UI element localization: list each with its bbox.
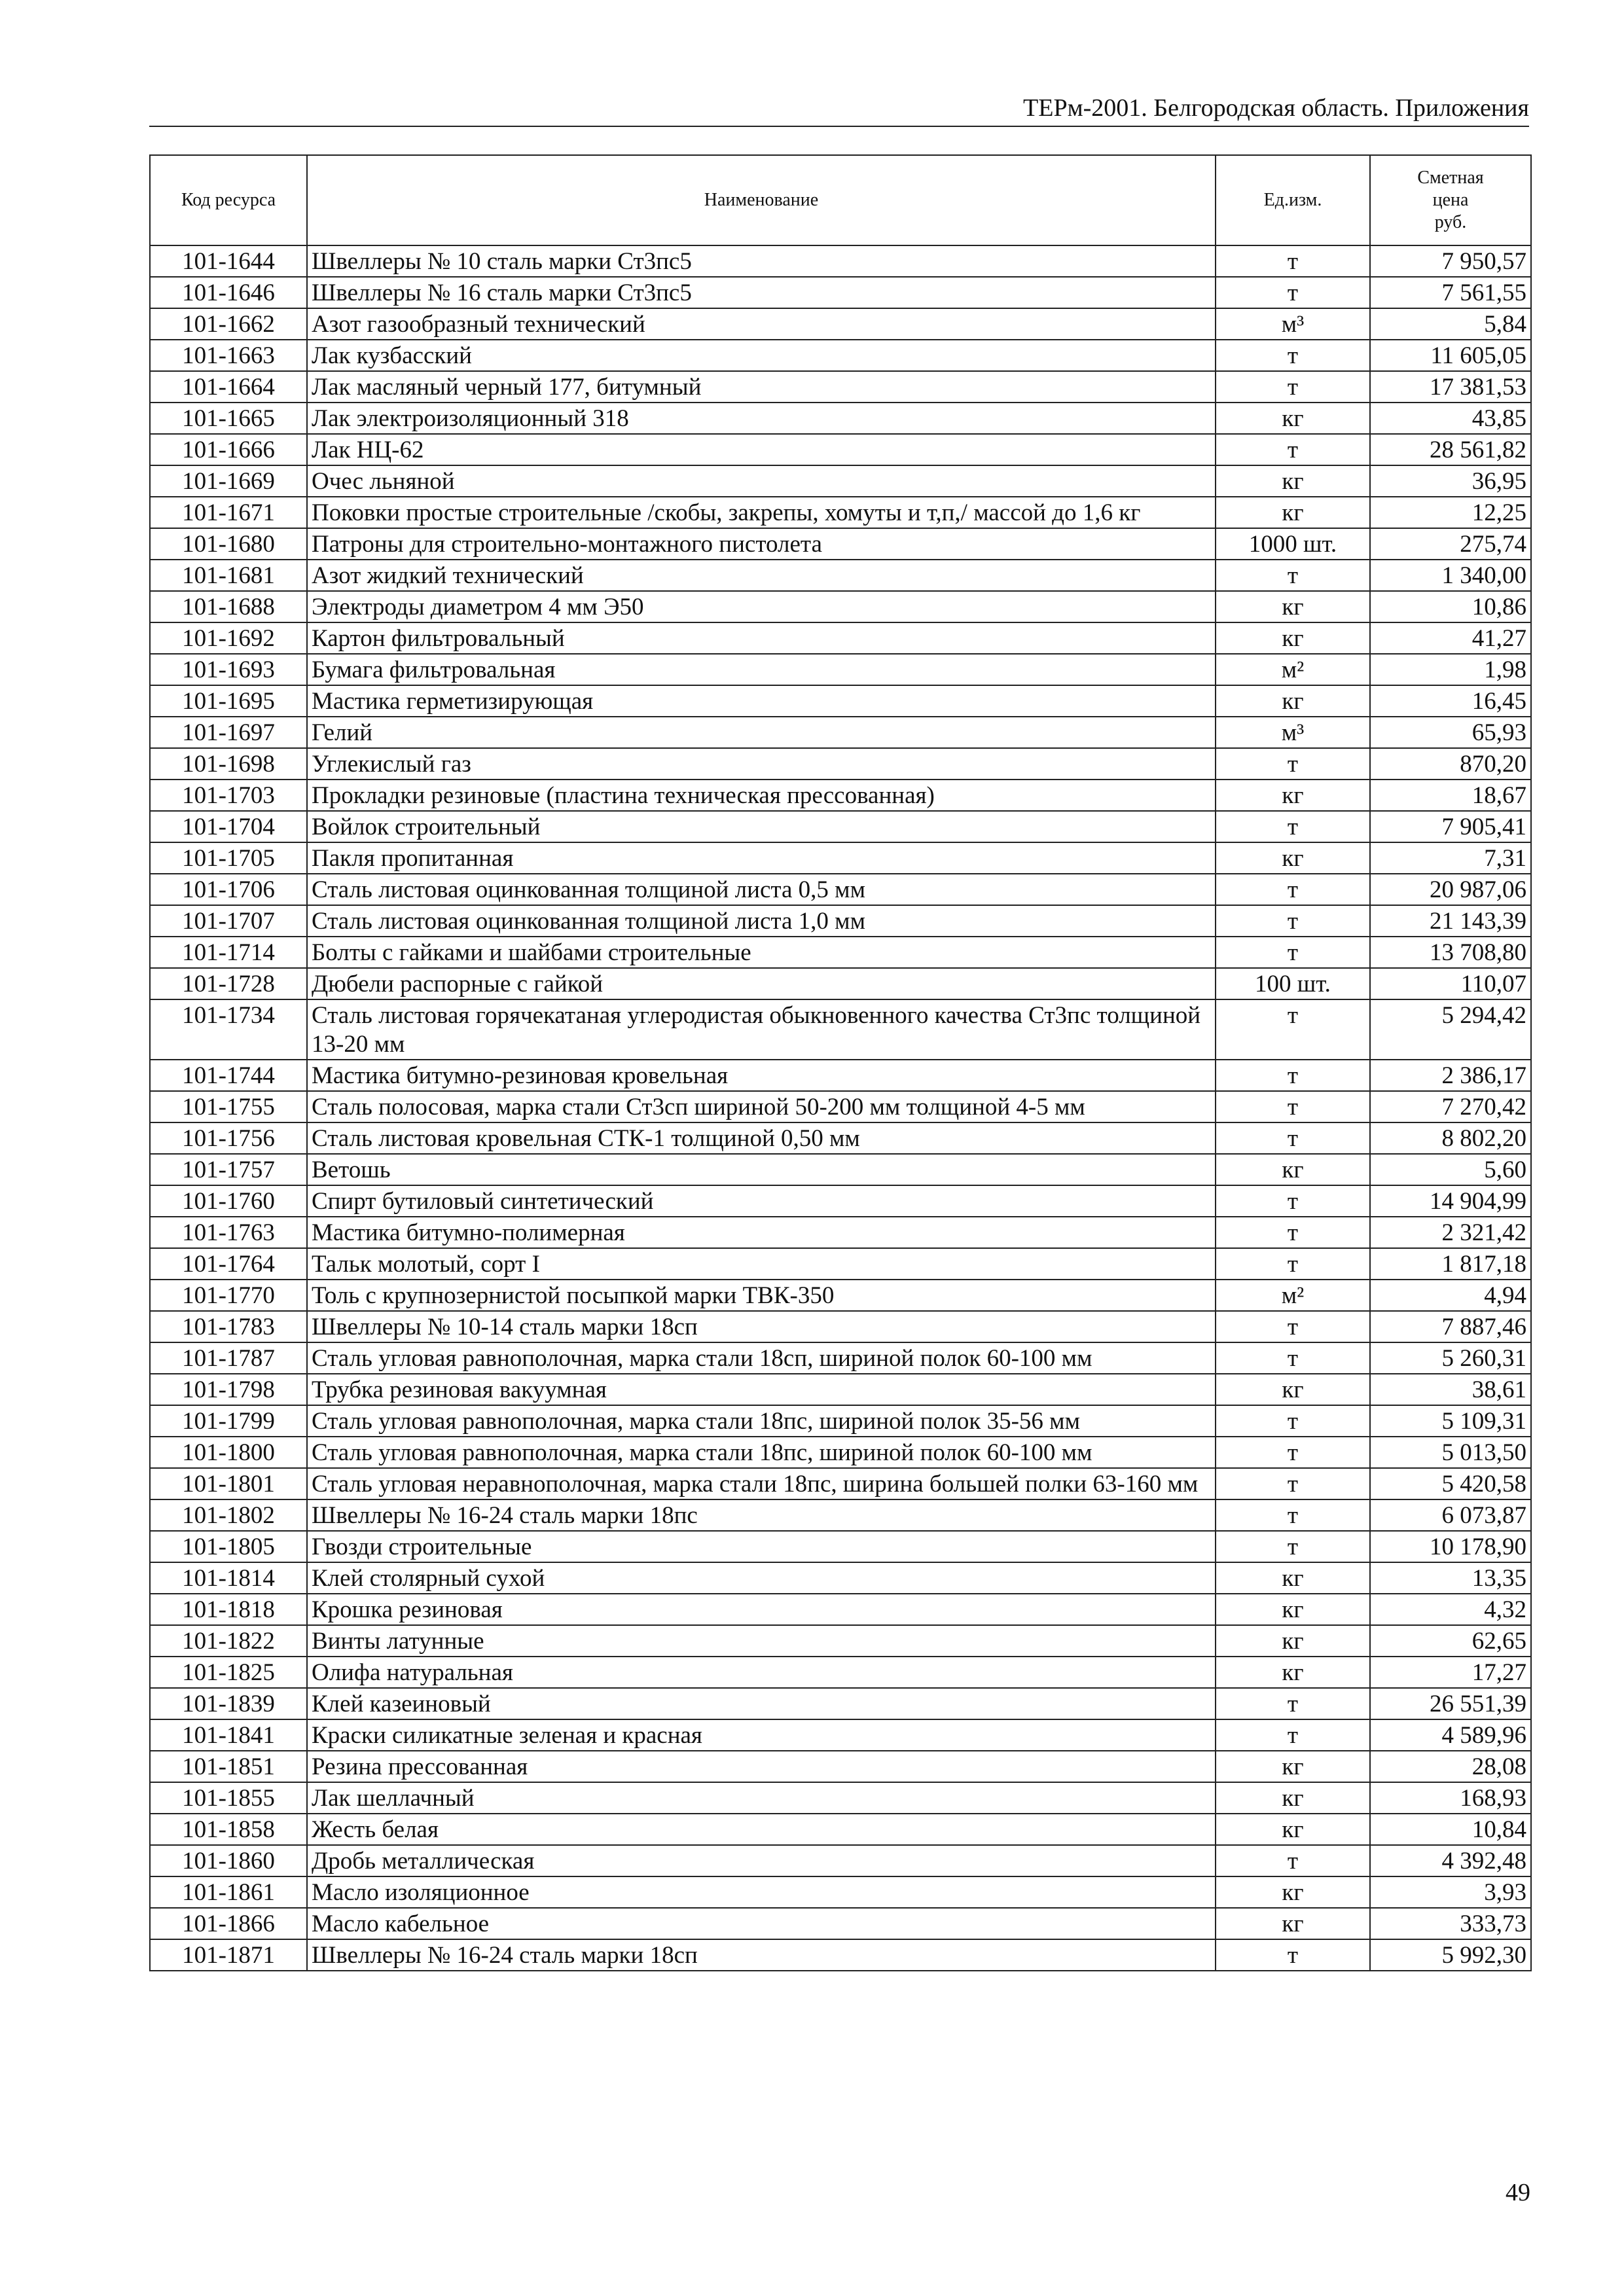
unit-cell: т — [1216, 277, 1370, 308]
table-row — [150, 1499, 1531, 1531]
table-row — [150, 874, 1531, 905]
price-cell: 26 551,39 — [1370, 1688, 1531, 1719]
unit-cell: т — [1216, 560, 1370, 591]
resource-code-cell: 101-1714 — [150, 937, 307, 968]
price-cell: 3,93 — [1370, 1876, 1531, 1908]
table-row — [150, 1814, 1531, 1845]
table-row — [150, 340, 1531, 371]
unit-cell: м³ — [1216, 717, 1370, 748]
resource-code-cell: 101-1871 — [150, 1939, 307, 1971]
resource-code-cell: 101-1841 — [150, 1719, 307, 1751]
resource-code-cell: 101-1839 — [150, 1688, 307, 1719]
price-cell: 6 073,87 — [1370, 1499, 1531, 1531]
resource-name-cell: Сталь угловая неравнополочная, марка стали 18пс, ширина большей полки 63-160 мм — [307, 1468, 1216, 1499]
table-row — [150, 1374, 1531, 1405]
resource-name-cell: Мастика битумно-полимерная — [307, 1217, 1216, 1248]
table-row — [150, 1280, 1531, 1311]
table-row — [150, 1751, 1531, 1782]
resource-name-cell: Электроды диаметром 4 мм Э50 — [307, 591, 1216, 622]
resource-code-cell: 101-1756 — [150, 1122, 307, 1154]
table-row — [150, 591, 1531, 622]
unit-cell: т — [1216, 811, 1370, 842]
price-cell: 5 420,58 — [1370, 1468, 1531, 1499]
table-row — [150, 780, 1531, 811]
price-cell: 13,35 — [1370, 1562, 1531, 1594]
unit-cell: т — [1216, 1499, 1370, 1531]
unit-cell: кг — [1216, 1594, 1370, 1625]
price-cell: 7 905,41 — [1370, 811, 1531, 842]
resource-name-cell: Швеллеры № 16 сталь марки Ст3пс5 — [307, 277, 1216, 308]
table-row — [150, 999, 1531, 1060]
price-cell: 4,94 — [1370, 1280, 1531, 1311]
resource-code-cell: 101-1669 — [150, 465, 307, 497]
unit-cell: т — [1216, 1342, 1370, 1374]
resource-code-cell: 101-1866 — [150, 1908, 307, 1939]
price-cell: 7 561,55 — [1370, 277, 1531, 308]
unit-cell: т — [1216, 1719, 1370, 1751]
price-cell: 870,20 — [1370, 748, 1531, 780]
resource-code-cell: 101-1680 — [150, 528, 307, 560]
unit-cell: кг — [1216, 1876, 1370, 1908]
resource-name-cell: Лак шеллачный — [307, 1782, 1216, 1814]
resource-name-cell: Швеллеры № 10 сталь марки Ст3пс5 — [307, 245, 1216, 277]
table-row — [150, 1437, 1531, 1468]
resource-code-cell: 101-1705 — [150, 842, 307, 874]
price-cell: 7 950,57 — [1370, 245, 1531, 277]
resource-code-cell: 101-1666 — [150, 434, 307, 465]
table-row — [150, 560, 1531, 591]
unit-cell: м² — [1216, 1280, 1370, 1311]
price-cell: 11 605,05 — [1370, 340, 1531, 371]
resource-code-cell: 101-1663 — [150, 340, 307, 371]
resource-name-cell: Жесть белая — [307, 1814, 1216, 1845]
unit-cell: кг — [1216, 1625, 1370, 1657]
unit-cell: т — [1216, 1939, 1370, 1971]
unit-cell: м³ — [1216, 308, 1370, 340]
unit-cell: кг — [1216, 1374, 1370, 1405]
price-cell: 20 987,06 — [1370, 874, 1531, 905]
resource-code-cell: 101-1825 — [150, 1657, 307, 1688]
resource-name-cell: Трубка резиновая вакуумная — [307, 1374, 1216, 1405]
unit-cell: кг — [1216, 1782, 1370, 1814]
table-row — [150, 685, 1531, 717]
price-cell: 7 270,42 — [1370, 1091, 1531, 1122]
table-row — [150, 842, 1531, 874]
resource-name-cell: Болты с гайками и шайбами строительные — [307, 937, 1216, 968]
unit-cell: т — [1216, 1122, 1370, 1154]
table-row — [150, 811, 1531, 842]
resource-code-cell: 101-1855 — [150, 1782, 307, 1814]
unit-cell: кг — [1216, 622, 1370, 654]
resource-name-cell: Сталь листовая горячекатаная углеродистая обыкновенного качества Ст3пс толщиной 13-20 мм — [307, 999, 1216, 1060]
resource-code-cell: 101-1799 — [150, 1405, 307, 1437]
resource-name-cell: Лак электроизоляционный 318 — [307, 403, 1216, 434]
unit-cell: т — [1216, 245, 1370, 277]
unit-cell: т — [1216, 937, 1370, 968]
unit-cell: т — [1216, 1468, 1370, 1499]
unit-cell: кг — [1216, 403, 1370, 434]
resource-code-cell: 101-1734 — [150, 999, 307, 1060]
table-row — [150, 1185, 1531, 1217]
price-cell: 65,93 — [1370, 717, 1531, 748]
unit-cell: кг — [1216, 591, 1370, 622]
unit-cell: т — [1216, 999, 1370, 1060]
price-cell: 7,31 — [1370, 842, 1531, 874]
unit-cell: кг — [1216, 842, 1370, 874]
resource-code-cell: 101-1695 — [150, 685, 307, 717]
resource-name-cell: Тальк молотый, сорт I — [307, 1248, 1216, 1280]
resource-price-table — [149, 154, 1532, 1971]
price-cell: 12,25 — [1370, 497, 1531, 528]
unit-cell: т — [1216, 1311, 1370, 1342]
resource-name-cell: Масло кабельное — [307, 1908, 1216, 1939]
resource-code-cell: 101-1861 — [150, 1876, 307, 1908]
header-price-line-1: Сметная — [1417, 168, 1484, 188]
table-row — [150, 1217, 1531, 1248]
resource-name-cell: Олифа натуральная — [307, 1657, 1216, 1688]
unit-cell: т — [1216, 874, 1370, 905]
resource-name-cell: Резина прессованная — [307, 1751, 1216, 1782]
table-body — [150, 245, 1531, 1971]
resource-name-cell: Сталь угловая равнополочная, марка стали 18пс, шириной полок 60-100 мм — [307, 1437, 1216, 1468]
resource-name-cell: Пакля пропитанная — [307, 842, 1216, 874]
resource-name-cell: Швеллеры № 16-24 сталь марки 18сп — [307, 1939, 1216, 1971]
resource-name-cell: Поковки простые строительные /скобы, закрепы, хомуты и т,п,/ массой до 1,6 кг — [307, 497, 1216, 528]
price-cell: 1 340,00 — [1370, 560, 1531, 591]
table-row — [150, 1091, 1531, 1122]
resource-code-cell: 101-1662 — [150, 308, 307, 340]
resource-code-cell: 101-1728 — [150, 968, 307, 999]
resource-code-cell: 101-1814 — [150, 1562, 307, 1594]
table-row — [150, 277, 1531, 308]
resource-name-cell: Гелий — [307, 717, 1216, 748]
price-cell: 5,84 — [1370, 308, 1531, 340]
price-cell: 5 294,42 — [1370, 999, 1531, 1060]
price-cell: 5 260,31 — [1370, 1342, 1531, 1374]
price-cell: 18,67 — [1370, 780, 1531, 811]
unit-cell: т — [1216, 905, 1370, 937]
unit-cell: кг — [1216, 465, 1370, 497]
price-cell: 36,95 — [1370, 465, 1531, 497]
unit-cell: кг — [1216, 1908, 1370, 1939]
page-header — [149, 93, 1529, 127]
unit-cell: т — [1216, 1405, 1370, 1437]
resource-name-cell: Сталь листовая кровельная СТК-1 толщиной 0,50 мм — [307, 1122, 1216, 1154]
price-cell: 41,27 — [1370, 622, 1531, 654]
table-row — [150, 1405, 1531, 1437]
resource-name-cell: Лак НЦ-62 — [307, 434, 1216, 465]
table-row — [150, 1939, 1531, 1971]
resource-name-cell: Бумага фильтровальная — [307, 654, 1216, 685]
table-row — [150, 748, 1531, 780]
price-cell: 333,73 — [1370, 1908, 1531, 1939]
unit-cell: т — [1216, 1437, 1370, 1468]
price-cell: 17 381,53 — [1370, 371, 1531, 403]
resource-code-cell: 101-1692 — [150, 622, 307, 654]
resource-code-cell: 101-1757 — [150, 1154, 307, 1185]
price-cell: 21 143,39 — [1370, 905, 1531, 937]
table-row — [150, 1782, 1531, 1814]
resource-code-cell: 101-1800 — [150, 1437, 307, 1468]
table-row — [150, 308, 1531, 340]
resource-name-cell: Спирт бутиловый синтетический — [307, 1185, 1216, 1217]
resource-name-cell: Углекислый газ — [307, 748, 1216, 780]
resource-code-cell: 101-1787 — [150, 1342, 307, 1374]
unit-cell: т — [1216, 1845, 1370, 1876]
table-row — [150, 1248, 1531, 1280]
resource-name-cell: Клей столярный сухой — [307, 1562, 1216, 1594]
resource-name-cell: Дробь металлическая — [307, 1845, 1216, 1876]
price-cell: 2 321,42 — [1370, 1217, 1531, 1248]
price-cell: 110,07 — [1370, 968, 1531, 999]
resource-name-cell: Гвозди строительные — [307, 1531, 1216, 1562]
resource-code-cell: 101-1693 — [150, 654, 307, 685]
resource-name-cell: Винты латунные — [307, 1625, 1216, 1657]
unit-cell: кг — [1216, 1657, 1370, 1688]
resource-code-cell: 101-1858 — [150, 1814, 307, 1845]
resource-name-cell: Сталь полосовая, марка стали Ст3сп шириной 50-200 мм толщиной 4-5 мм — [307, 1091, 1216, 1122]
resource-code-cell: 101-1646 — [150, 277, 307, 308]
price-cell: 10,86 — [1370, 591, 1531, 622]
price-cell: 28 561,82 — [1370, 434, 1531, 465]
unit-cell: т — [1216, 371, 1370, 403]
table-row — [150, 1845, 1531, 1876]
header-price-line-2: цена — [1432, 190, 1469, 210]
unit-cell: т — [1216, 1185, 1370, 1217]
page-number: 49 — [1506, 2179, 1530, 2206]
unit-cell: кг — [1216, 780, 1370, 811]
table-row — [150, 497, 1531, 528]
table-row — [150, 465, 1531, 497]
price-cell: 4 589,96 — [1370, 1719, 1531, 1751]
price-cell: 5 013,50 — [1370, 1437, 1531, 1468]
resource-code-cell: 101-1764 — [150, 1248, 307, 1280]
resource-code-cell: 101-1664 — [150, 371, 307, 403]
header-unit: Ед.изм. — [1216, 155, 1370, 245]
resource-name-cell: Толь с крупнозернистой посыпкой марки ТВК-350 — [307, 1280, 1216, 1311]
price-cell: 5,60 — [1370, 1154, 1531, 1185]
table-row — [150, 1657, 1531, 1688]
table-row — [150, 1562, 1531, 1594]
table-row — [150, 1154, 1531, 1185]
price-cell: 1,98 — [1370, 654, 1531, 685]
resource-code-cell: 101-1802 — [150, 1499, 307, 1531]
price-cell: 62,65 — [1370, 1625, 1531, 1657]
price-cell: 168,93 — [1370, 1782, 1531, 1814]
unit-cell: т — [1216, 1531, 1370, 1562]
resource-code-cell: 101-1704 — [150, 811, 307, 842]
resource-name-cell: Очес льняной — [307, 465, 1216, 497]
unit-cell: т — [1216, 434, 1370, 465]
resource-code-cell: 101-1703 — [150, 780, 307, 811]
unit-cell: т — [1216, 1248, 1370, 1280]
price-cell: 10 178,90 — [1370, 1531, 1531, 1562]
resource-code-cell: 101-1763 — [150, 1217, 307, 1248]
resource-code-cell: 101-1697 — [150, 717, 307, 748]
unit-cell: т — [1216, 748, 1370, 780]
resource-name-cell: Лак кузбасский — [307, 340, 1216, 371]
price-cell: 5 109,31 — [1370, 1405, 1531, 1437]
resource-name-cell: Сталь листовая оцинкованная толщиной листа 1,0 мм — [307, 905, 1216, 937]
resource-name-cell: Масло изоляционное — [307, 1876, 1216, 1908]
table-row — [150, 1122, 1531, 1154]
price-cell: 8 802,20 — [1370, 1122, 1531, 1154]
resource-code-cell: 101-1644 — [150, 245, 307, 277]
resource-name-cell: Крошка резиновая — [307, 1594, 1216, 1625]
table-row — [150, 528, 1531, 560]
resource-name-cell: Швеллеры № 16-24 сталь марки 18пс — [307, 1499, 1216, 1531]
resource-name-cell: Сталь угловая равнополочная, марка стали 18пс, шириной полок 35-56 мм — [307, 1405, 1216, 1437]
resource-name-cell: Лак масляный черный 177, битумный — [307, 371, 1216, 403]
price-cell: 16,45 — [1370, 685, 1531, 717]
resource-name-cell: Сталь листовая оцинкованная толщиной листа 0,5 мм — [307, 874, 1216, 905]
resource-name-cell: Патроны для строительно-монтажного пистолета — [307, 528, 1216, 560]
resource-name-cell: Мастика битумно-резиновая кровельная — [307, 1060, 1216, 1091]
resource-code-cell: 101-1798 — [150, 1374, 307, 1405]
header-name: Наименование — [307, 155, 1216, 245]
resource-code-cell: 101-1671 — [150, 497, 307, 528]
resource-code-cell: 101-1783 — [150, 1311, 307, 1342]
unit-cell: т — [1216, 340, 1370, 371]
resource-code-cell: 101-1851 — [150, 1751, 307, 1782]
resource-code-cell: 101-1706 — [150, 874, 307, 905]
table-row — [150, 622, 1531, 654]
table-row — [150, 1060, 1531, 1091]
unit-cell: т — [1216, 1217, 1370, 1248]
resource-name-cell: Швеллеры № 10-14 сталь марки 18сп — [307, 1311, 1216, 1342]
unit-cell: т — [1216, 1060, 1370, 1091]
resource-name-cell: Сталь угловая равнополочная, марка стали 18сп, шириной полок 60-100 мм — [307, 1342, 1216, 1374]
table-row — [150, 1468, 1531, 1499]
table-row — [150, 968, 1531, 999]
table-row — [150, 1688, 1531, 1719]
table-row — [150, 1876, 1531, 1908]
table-row — [150, 717, 1531, 748]
price-cell: 17,27 — [1370, 1657, 1531, 1688]
resource-name-cell: Прокладки резиновые (пластина техническая прессованная) — [307, 780, 1216, 811]
table-header-row — [150, 155, 1531, 245]
price-cell: 275,74 — [1370, 528, 1531, 560]
header-title: ТЕРм-2001. Белгородская область. Приложения — [1023, 94, 1529, 122]
table-row — [150, 1342, 1531, 1374]
unit-cell: кг — [1216, 1814, 1370, 1845]
unit-cell: кг — [1216, 1154, 1370, 1185]
table-row — [150, 937, 1531, 968]
price-cell: 1 817,18 — [1370, 1248, 1531, 1280]
unit-cell: т — [1216, 1091, 1370, 1122]
table-row — [150, 371, 1531, 403]
table-row — [150, 654, 1531, 685]
price-cell: 10,84 — [1370, 1814, 1531, 1845]
price-cell: 2 386,17 — [1370, 1060, 1531, 1091]
table-row — [150, 403, 1531, 434]
resource-code-cell: 101-1665 — [150, 403, 307, 434]
resource-name-cell: Краски силикатные зеленая и красная — [307, 1719, 1216, 1751]
resource-name-cell: Войлок строительный — [307, 811, 1216, 842]
unit-cell: т — [1216, 1688, 1370, 1719]
resource-code-cell: 101-1688 — [150, 591, 307, 622]
unit-cell: 100 шт. — [1216, 968, 1370, 999]
table-row — [150, 245, 1531, 277]
table-row — [150, 1311, 1531, 1342]
unit-cell: м² — [1216, 654, 1370, 685]
resource-code-cell: 101-1770 — [150, 1280, 307, 1311]
price-cell: 13 708,80 — [1370, 937, 1531, 968]
resource-code-cell: 101-1760 — [150, 1185, 307, 1217]
price-cell: 4 392,48 — [1370, 1845, 1531, 1876]
resource-code-cell: 101-1818 — [150, 1594, 307, 1625]
price-cell: 4,32 — [1370, 1594, 1531, 1625]
table-row — [150, 1625, 1531, 1657]
price-cell: 43,85 — [1370, 403, 1531, 434]
header-price-line-3: руб. — [1434, 212, 1467, 232]
price-cell: 28,08 — [1370, 1751, 1531, 1782]
header-code: Код ресурса — [150, 155, 307, 245]
table-row — [150, 434, 1531, 465]
unit-cell: кг — [1216, 497, 1370, 528]
resource-code-cell: 101-1698 — [150, 748, 307, 780]
resource-code-cell: 101-1801 — [150, 1468, 307, 1499]
price-cell: 5 992,30 — [1370, 1939, 1531, 1971]
price-cell: 7 887,46 — [1370, 1311, 1531, 1342]
unit-cell: кг — [1216, 1751, 1370, 1782]
resource-name-cell: Азот газообразный технический — [307, 308, 1216, 340]
resource-code-cell: 101-1822 — [150, 1625, 307, 1657]
unit-cell: 1000 шт. — [1216, 528, 1370, 560]
resource-code-cell: 101-1805 — [150, 1531, 307, 1562]
resource-name-cell: Ветошь — [307, 1154, 1216, 1185]
table-row — [150, 1531, 1531, 1562]
table-row — [150, 1908, 1531, 1939]
resource-name-cell: Дюбели распорные с гайкой — [307, 968, 1216, 999]
table-row — [150, 905, 1531, 937]
header-price — [1370, 155, 1531, 245]
unit-cell: кг — [1216, 685, 1370, 717]
resource-code-cell: 101-1755 — [150, 1091, 307, 1122]
resource-name-cell: Азот жидкий технический — [307, 560, 1216, 591]
resource-code-cell: 101-1744 — [150, 1060, 307, 1091]
unit-cell: кг — [1216, 1562, 1370, 1594]
resource-name-cell: Картон фильтровальный — [307, 622, 1216, 654]
resource-name-cell: Мастика герметизирующая — [307, 685, 1216, 717]
price-cell: 38,61 — [1370, 1374, 1531, 1405]
resource-code-cell: 101-1860 — [150, 1845, 307, 1876]
price-cell: 14 904,99 — [1370, 1185, 1531, 1217]
table-row — [150, 1594, 1531, 1625]
resource-name-cell: Клей казеиновый — [307, 1688, 1216, 1719]
resource-code-cell: 101-1681 — [150, 560, 307, 591]
table-row — [150, 1719, 1531, 1751]
resource-code-cell: 101-1707 — [150, 905, 307, 937]
